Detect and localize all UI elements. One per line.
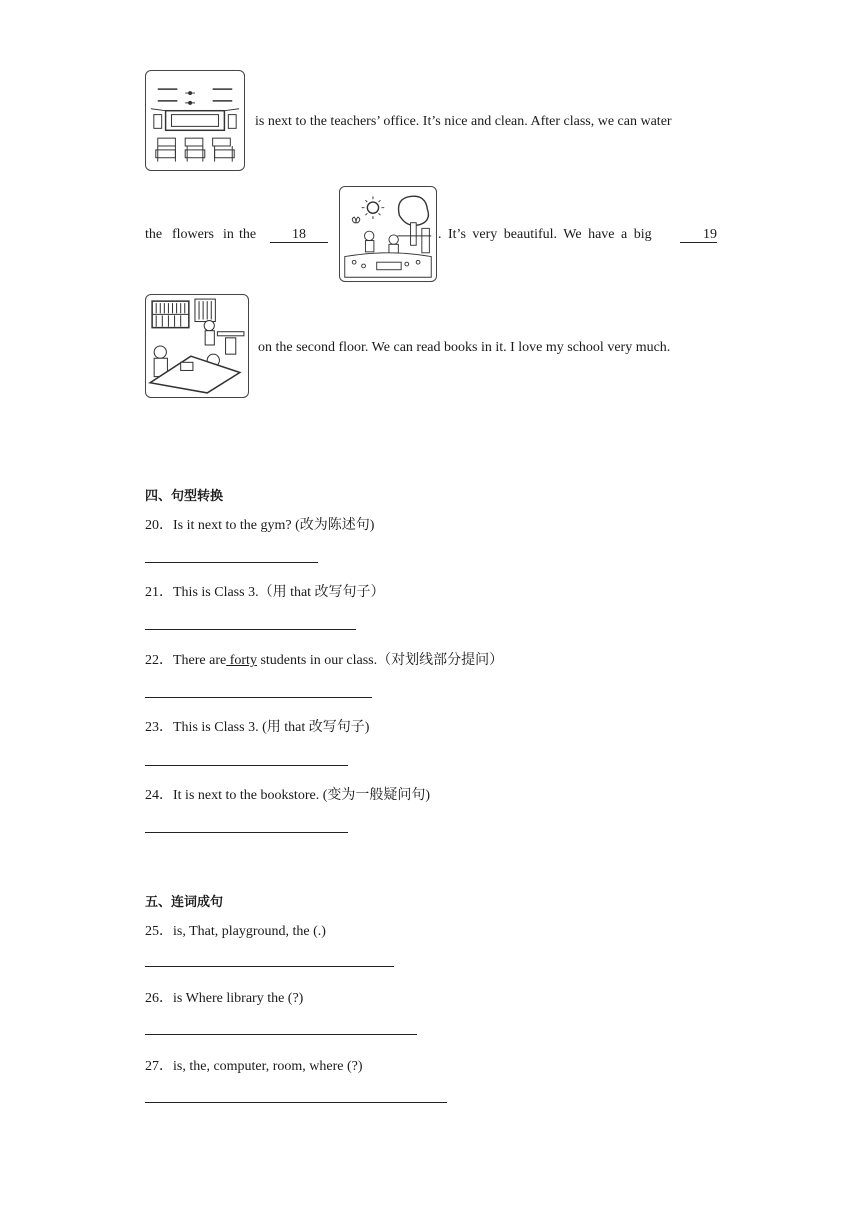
question-22-pre: 22．There are bbox=[145, 653, 227, 668]
blank-19[interactable]: 19 bbox=[680, 227, 717, 243]
passage-word: the bbox=[145, 227, 163, 242]
passage-word: the bbox=[239, 227, 257, 242]
question-20: 20．Is it next to the gym? (改为陈述句) bbox=[145, 518, 375, 533]
classroom-picture bbox=[145, 70, 245, 171]
question-24: 24．It is next to the bookstore. (变为一般疑问句) bbox=[145, 788, 431, 803]
answer-line-26[interactable] bbox=[145, 1034, 417, 1035]
passage-line-2 bbox=[145, 227, 717, 245]
classroom-illustration bbox=[146, 71, 244, 170]
question-22-post: students in our class.（对划线部分提问） bbox=[256, 653, 504, 668]
question-25: 25．is, That, playground, the (.) bbox=[145, 924, 326, 939]
section-5-heading: 五、连词成句 bbox=[145, 895, 224, 910]
passage-line-2-after: . It’s very beautiful. We have a big bbox=[438, 227, 652, 242]
passage-word: flowers bbox=[172, 227, 214, 242]
passage-word: in bbox=[223, 227, 234, 242]
question-26: 26．is Where library the (?) bbox=[145, 991, 304, 1006]
answer-line-22[interactable] bbox=[145, 697, 372, 698]
question-21: 21．This is Class 3.（用 that 改写句子） bbox=[145, 585, 385, 600]
answer-line-21[interactable] bbox=[145, 629, 356, 630]
question-23: 23．This is Class 3. (用 that 改写句子) bbox=[145, 720, 370, 735]
passage-line-1: is next to the teachers’ office. It’s nice and clean. After class, we can water bbox=[255, 114, 672, 129]
section-4-heading: 四、句型转换 bbox=[145, 489, 224, 504]
question-27: 27．is, the, computer, room, where (?) bbox=[145, 1059, 363, 1074]
answer-line-27[interactable] bbox=[145, 1102, 447, 1103]
question-22 bbox=[145, 649, 503, 669]
answer-line-25[interactable] bbox=[145, 966, 394, 967]
passage-line-3: on the second floor. We can read books in it. I love my school very much. bbox=[258, 340, 671, 355]
question-22-underlined: forty bbox=[226, 653, 257, 668]
answer-line-23[interactable] bbox=[145, 765, 348, 766]
library-illustration bbox=[146, 295, 248, 397]
blank-18[interactable]: 18 bbox=[270, 227, 328, 243]
answer-line-20[interactable] bbox=[145, 562, 318, 563]
answer-line-24[interactable] bbox=[145, 832, 348, 833]
library-picture bbox=[145, 294, 249, 398]
